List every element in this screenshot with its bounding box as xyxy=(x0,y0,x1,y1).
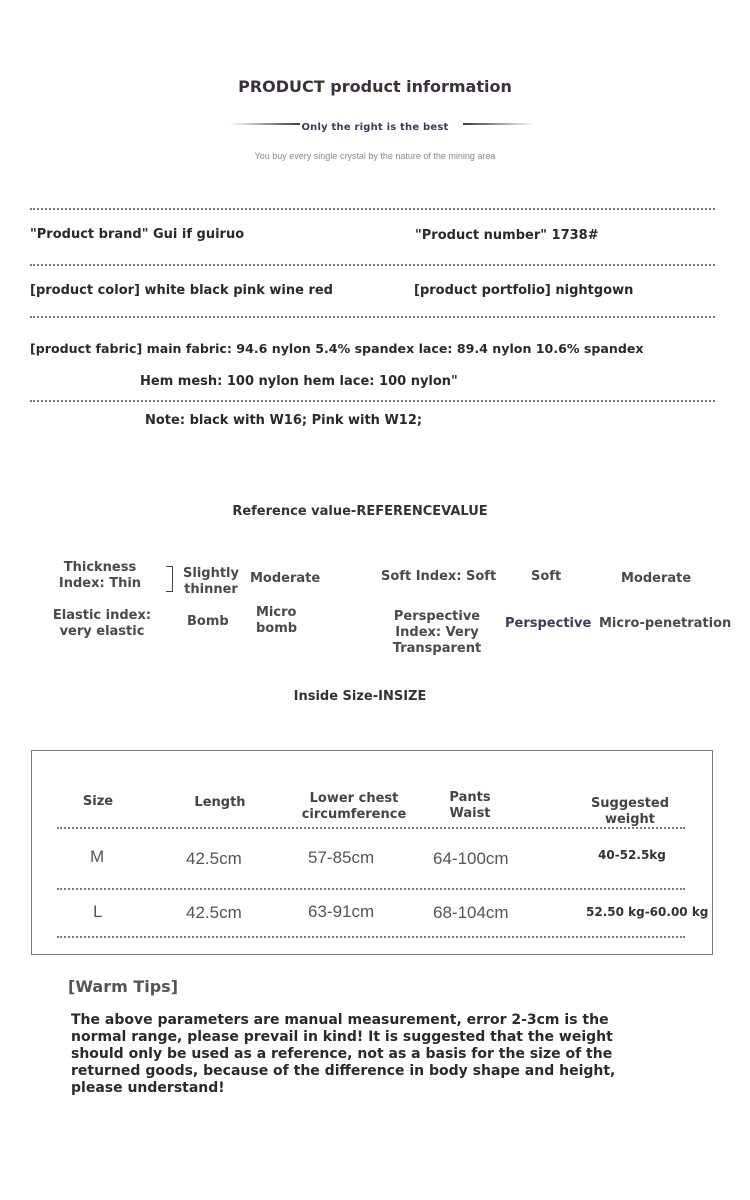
table-cell-length-m: 42.5cm xyxy=(186,849,242,868)
elastic-option-bomb: Bomb xyxy=(187,614,229,629)
warm-tips-body: The above parameters are manual measurement, error 2-3cm is the normal range, please prevail in kind! It is suggested that the weight should only be used as a reference, not as a basis for the size of the returned goods, because of the difference in body shape and height, please understand! xyxy=(71,1012,616,1096)
reference-title: Reference value-REFERENCEVALUE xyxy=(232,504,488,519)
product-fabric-hem: Hem mesh: 100 nylon hem lace: 100 nylon" xyxy=(140,374,458,389)
size-title: Inside Size-INSIZE xyxy=(293,689,427,704)
subtitle-rule-right xyxy=(463,123,535,125)
product-color: [product color] white black pink wine red xyxy=(30,283,333,298)
table-cell-chest-l: 63-91cm xyxy=(308,902,375,921)
bracket-mark xyxy=(166,566,173,592)
table-cell-weight-m: 40-52.5kg xyxy=(598,848,666,862)
perspective-option-micro-penetration: Micro-penetration xyxy=(599,616,732,631)
table-cell-size-l: L xyxy=(93,902,103,921)
divider xyxy=(30,208,715,210)
product-number: "Product number" 1738# xyxy=(415,228,599,243)
table-header-lower-chest: Lower chest circumference xyxy=(301,791,407,822)
soft-index-label: Soft Index: Soft xyxy=(381,569,497,584)
table-header-pants-waist: Pants Waist xyxy=(449,790,491,821)
table-cell-chest-m: 57-85cm xyxy=(308,848,375,867)
table-divider xyxy=(57,936,685,938)
product-portfolio: [product portfolio] nightgown xyxy=(414,283,634,298)
table-cell-waist-m: 64-100cm xyxy=(433,849,509,868)
table-header-length: Length xyxy=(194,795,246,810)
divider xyxy=(30,400,715,402)
thickness-index-label: Thickness Index: Thin xyxy=(58,560,142,591)
table-header-size: Size xyxy=(82,794,114,809)
elastic-option-micro-bomb: Micro bomb xyxy=(256,605,298,636)
table-cell-length-l: 42.5cm xyxy=(186,903,242,922)
thickness-option-moderate: Moderate xyxy=(250,571,321,586)
product-brand: "Product brand" Gui if guiruo xyxy=(30,227,245,242)
page-title: PRODUCT product information xyxy=(238,77,512,96)
table-divider xyxy=(57,827,685,829)
product-note: Note: black with W16; Pink with W12; xyxy=(145,413,423,428)
soft-option-moderate: Moderate xyxy=(621,571,692,586)
product-fabric: [product fabric] main fabric: 94.6 nylon 5.4% spandex lace: 89.4 nylon 10.6% spandex xyxy=(30,341,644,356)
divider xyxy=(30,316,715,318)
table-cell-size-m: M xyxy=(90,847,105,866)
warm-tips-title: [Warm Tips] xyxy=(68,977,179,996)
soft-option-soft: Soft xyxy=(531,569,562,584)
elastic-index-label: Elastic index: very elastic xyxy=(52,608,152,639)
thickness-option-slightly-thinner: Slightly thinner xyxy=(183,566,239,597)
subtitle: Only the right is the best xyxy=(301,122,449,133)
table-cell-waist-l: 68-104cm xyxy=(433,903,509,922)
perspective-index-label: Perspective Index: Very Transparent xyxy=(392,609,482,656)
table-header-suggested-weight: Suggested weight xyxy=(590,796,670,827)
perspective-option-perspective: Perspective xyxy=(505,616,592,631)
divider xyxy=(30,264,715,266)
table-cell-weight-l: 52.50 kg-60.00 kg xyxy=(586,905,709,919)
table-divider xyxy=(57,888,685,890)
subtitle-row xyxy=(0,115,750,134)
tagline: You buy every single crystal by the nature of the mining area xyxy=(254,151,496,161)
